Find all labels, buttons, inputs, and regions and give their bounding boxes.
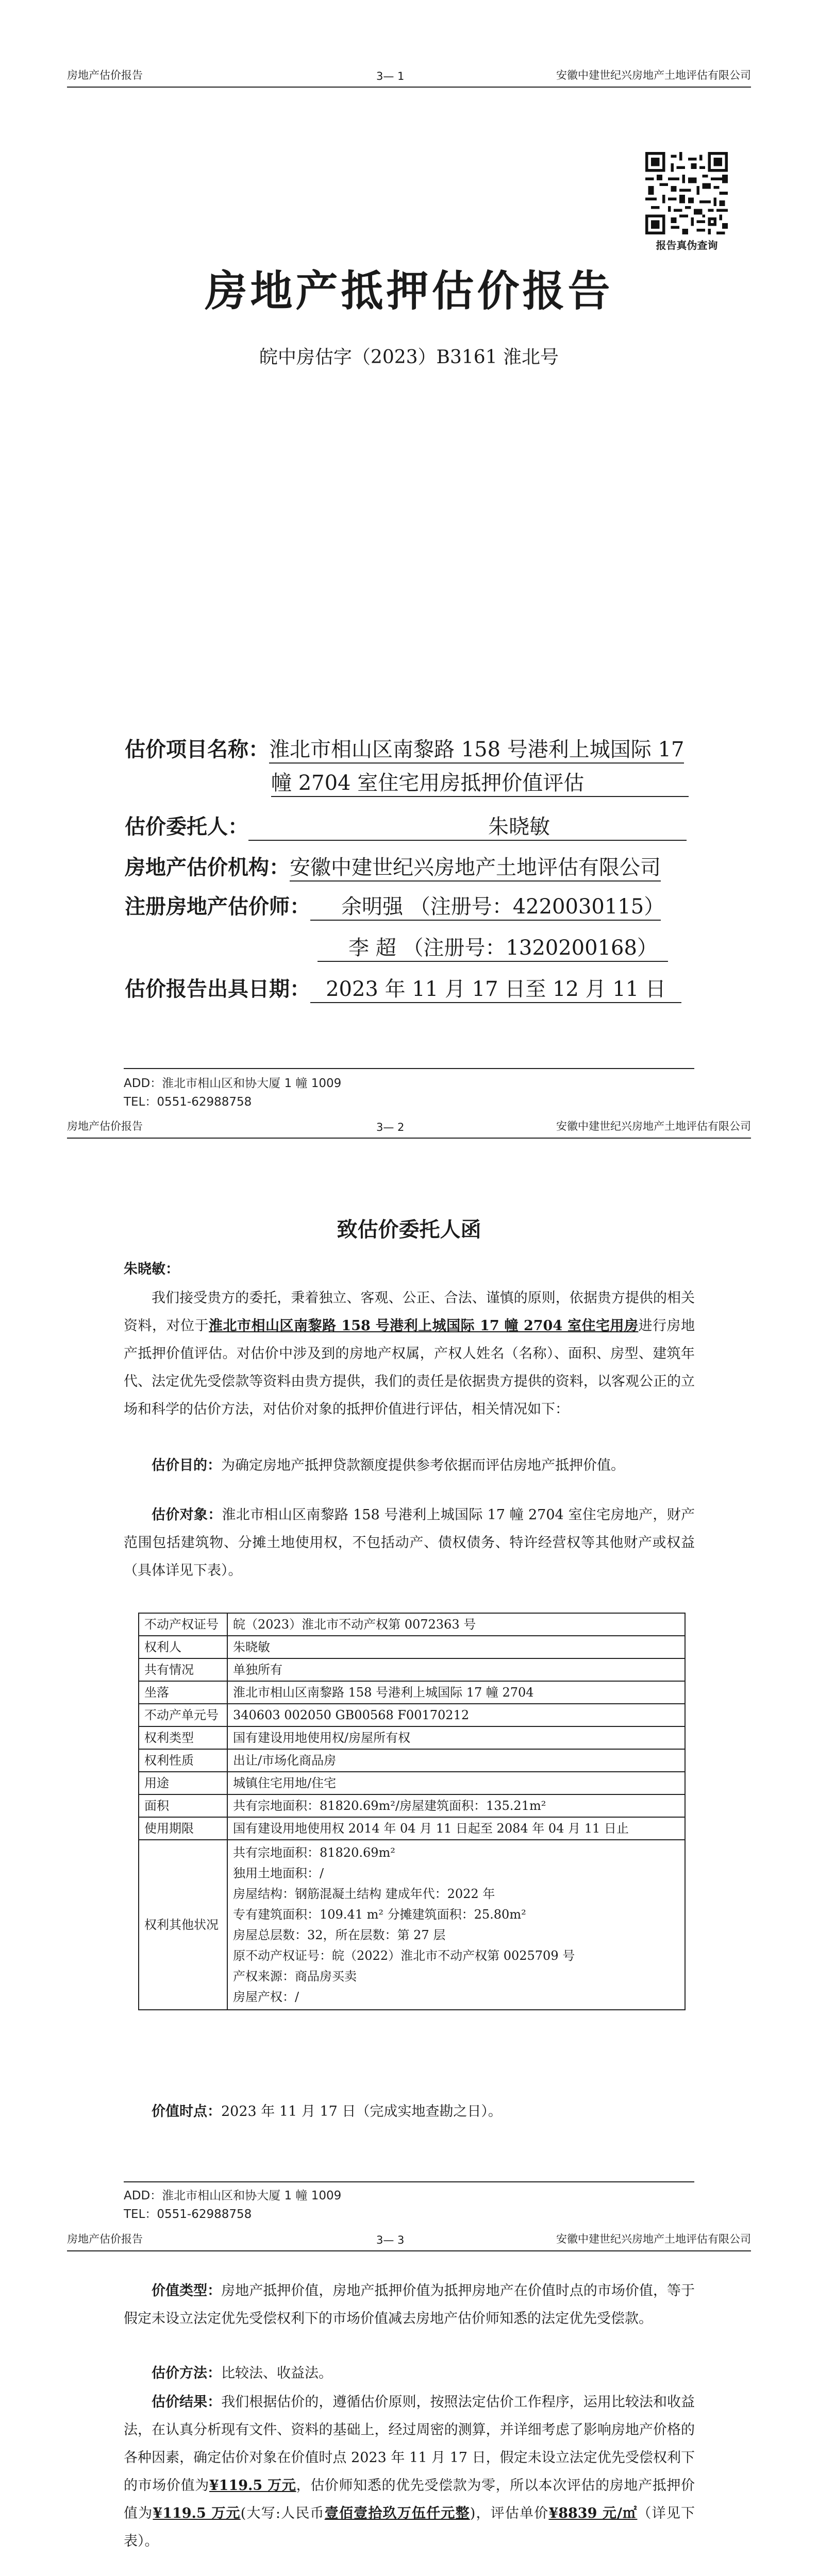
header-page-number: 3— 3 (376, 2234, 405, 2246)
purpose-text: 为确定房地产抵押贷款额度提供参考依据而评估房地产抵押价值。 (221, 1458, 625, 1473)
result-text-e: (大写:人民币 (240, 2505, 325, 2521)
agency-row (125, 851, 661, 882)
row-value: 单独所有 (227, 1658, 685, 1681)
qr-code-icon[interactable] (645, 152, 728, 234)
addressee: 朱晓敏： (124, 1261, 179, 1277)
row-key: 使用期限 (139, 1817, 227, 1840)
result-upper-amount: 壹佰壹拾玖万伍仟元整 (324, 2505, 470, 2521)
result-unit-price: ¥8839 元/㎡ (548, 2505, 638, 2521)
table-row (139, 1704, 685, 1726)
table-row (139, 1613, 685, 1636)
method-text: 比较法、收益法。 (221, 2365, 332, 2381)
appraiser-row-2 (318, 931, 668, 962)
result-text-c: ，估价师知悉的优先受偿款为零，所以本次评估的房地产抵押价值为 (124, 2478, 695, 2521)
list-item: 产权来源：商品房买卖 (233, 1969, 357, 1984)
purpose-label: 估价目的： (152, 1458, 221, 1473)
table-row (139, 1840, 685, 2010)
row-value: 国有建设用地使用权/房屋所有权 (227, 1726, 685, 1749)
list-item: 专有建筑面积：109.41 m² 分摊建筑面积：25.80m² (233, 1907, 526, 1922)
result-text-a: 我们根据估价的，遵循估价原则，按照法定估价工作程序，运用比较法和收益法，在认真分析现有文件、资料的基础上，经过周密的测算，并详细考虑了影响房地产价格的各种因素，确定估价对象在价值时点 2023 年 11 月 17 日，假定未设立法定优先受偿权利下的市场价值为 (124, 2394, 695, 2494)
footer-address: ADD：淮北市相山区和协大厦 1 幢 1009 (124, 1077, 342, 1090)
page-header (67, 2231, 751, 2251)
appraiser-label: 注册房地产估价师： (125, 894, 310, 919)
report-title: 房地产抵押估价报告 (205, 266, 613, 316)
client-label: 估价委托人： (125, 815, 248, 839)
footer (124, 1074, 341, 1111)
row-key: 坐落 (139, 1681, 227, 1704)
date-value: 2023 年 11 月 17 日至 12 月 11 日 (310, 973, 681, 1003)
list-item: 独用土地面积：/ (233, 1866, 324, 1880)
table-row (139, 1726, 685, 1749)
intro-address: 淮北市相山区南黎路 158 号港利上城国际 17 幢 2704 室住宅用房 (209, 1318, 639, 1334)
result-paragraph (124, 2388, 695, 2555)
table-row (139, 1794, 685, 1817)
project-name-value-1: 淮北市相山区南黎路 158 号港利上城国际 17 (269, 733, 684, 764)
list-item: 共有宗地面积：81820.69m² (233, 1845, 395, 1860)
row-value: 出让/市场化商品房 (227, 1749, 685, 1772)
table-row (139, 1772, 685, 1794)
page-header (67, 1118, 751, 1139)
row-value: 340603 002050 GB00568 F00170212 (227, 1704, 685, 1726)
row-value: 城镇住宅用地/住宅 (227, 1772, 685, 1794)
project-name-value-2: 幢 2704 室住宅用房抵押价值评估 (271, 767, 689, 797)
row-key: 权利性质 (139, 1749, 227, 1772)
property-table (138, 1613, 686, 2010)
object-paragraph (124, 1501, 695, 1585)
row-value: 淮北市相山区南黎路 158 号港利上城国际 17 幢 2704 (227, 1681, 685, 1704)
intro-paragraph (124, 1284, 695, 1423)
result-label: 估价结果： (152, 2394, 222, 2410)
project-name-row (125, 733, 684, 764)
row-key: 用途 (139, 1772, 227, 1794)
other-rights-list (227, 1840, 685, 2010)
date-row (125, 973, 681, 1003)
result-mortgage-value: ¥119.5 万元 (153, 2505, 241, 2521)
value-date-text: 2023 年 11 月 17 日（完成实地查勘之日）。 (221, 2104, 502, 2120)
result-text-g: )，评估单价 (470, 2505, 549, 2521)
row-key: 不动产权证号 (139, 1613, 227, 1636)
purpose-paragraph (124, 1452, 695, 1480)
client-row (125, 810, 687, 841)
row-value: 皖（2023）淮北市不动产权第 0072363 号 (227, 1613, 685, 1636)
appraiser-2: 李 超 （注册号：1320200168） (318, 931, 668, 962)
header-company: 安徽中建世纪兴房地产土地评估有限公司 (556, 69, 751, 81)
row-value: 国有建设用地使用权 2014 年 04 月 11 日起至 2084 年 04 月 11 日止 (227, 1817, 685, 1840)
list-item: 房屋产权：/ (233, 1990, 299, 2004)
table-row (139, 1817, 685, 1840)
intro-text-a: 我们接受贵方的委托，秉着独立、客观、公正、合法、谨慎的原则，依据贵方提供的相关资料，对位于 (124, 1290, 695, 1334)
row-key: 不动产单元号 (139, 1704, 227, 1726)
header-company: 安徽中建世纪兴房地产土地评估有限公司 (556, 1120, 751, 1132)
table-row (139, 1749, 685, 1772)
footer-divider (124, 2181, 694, 2182)
footer-address: ADD：淮北市相山区和协大厦 1 幢 1009 (124, 2189, 342, 2202)
value-date-label: 价值时点： (152, 2104, 221, 2120)
row-key: 面积 (139, 1794, 227, 1817)
object-text: 淮北市相山区南黎路 158 号港利上城国际 17 幢 2704 室住宅房地产，财产范围包括建筑物、分摊土地使用权，不包括动产、债权债务、特许经营权等其他财产或权益（具体详见下表）。 (124, 1507, 695, 1579)
letter-title: 致估价委托人函 (337, 1217, 481, 1242)
report-number: 皖中房估字（2023）B3161 淮北号 (259, 347, 559, 368)
header-page-number: 3— 1 (376, 70, 405, 82)
value-date-paragraph (124, 2098, 695, 2126)
row-value: 朱晓敏 (227, 1636, 685, 1658)
footer-divider (124, 1068, 694, 1069)
value-type-label: 价值类型： (152, 2283, 222, 2299)
client-value: 朱晓敏 (248, 810, 687, 841)
header-company: 安徽中建世纪兴房地产土地评估有限公司 (556, 2233, 751, 2245)
value-type-text: 房地产抵押价值，房地产抵押价值为抵押房地产在价值时点的市场价值，等于假定未设立法定优先受偿权利下的市场价值减去房地产估价师知悉的法定优先受偿款。 (124, 2283, 695, 2327)
list-item: 房屋总层数：32，所在层数：第 27 层 (233, 1928, 446, 1942)
project-name-row-2 (271, 767, 689, 797)
result-market-value: ¥119.5 万元 (209, 2478, 296, 2494)
row-value: 共有宗地面积：81820.69m²/房屋建筑面积：135.21m² (227, 1794, 685, 1817)
project-name-label: 估价项目名称： (125, 737, 269, 761)
row-key: 权利类型 (139, 1726, 227, 1749)
list-item: 房屋结构：钢筋混凝土结构 建成年代：2022 年 (233, 1887, 495, 1901)
appraiser-1: 余明强 （注册号：4220030115） (310, 890, 661, 921)
header-page-number: 3— 2 (376, 1121, 405, 1133)
cover-page (0, 0, 818, 1109)
value-type-paragraph (124, 2277, 695, 2333)
agency-label: 房地产估价机构： (125, 855, 290, 879)
date-label: 估价报告出具日期： (125, 977, 310, 1001)
method-label: 估价方法： (152, 2365, 221, 2381)
agency-value: 安徽中建世纪兴房地产土地评估有限公司 (290, 851, 661, 882)
table-row (139, 1658, 685, 1681)
table-row (139, 1681, 685, 1704)
header-left: 房地产估价报告 (67, 1120, 143, 1132)
intro-text-c: 进行房地产抵押价值评估。对估价中涉及到的房地产权属，产权人姓名（名称）、面积、房型、建筑年代、法定优先受偿款等资料由贵方提供，我们的责任是依据贵方提供的资料，以客观公正的立场和科学的估价方法，对估价对象的抵押价值进行评估，相关情况如下： (124, 1318, 695, 1417)
table-row (139, 1636, 685, 1658)
result-text-i: （详见下表）。 (124, 2505, 695, 2549)
header-left: 房地产估价报告 (67, 69, 143, 81)
row-key: 共有情况 (139, 1658, 227, 1681)
row-key: 权利人 (139, 1636, 227, 1658)
header-left: 房地产估价报告 (67, 2233, 143, 2245)
method-paragraph (124, 2360, 695, 2387)
list-item: 原不动产权证号：皖（2022）淮北市不动产权第 0025709 号 (233, 1948, 575, 1963)
appraiser-row (125, 890, 665, 921)
page-header (67, 67, 751, 88)
qr-caption: 报告真伪查询 (656, 239, 718, 251)
row-key: 权利其他状况 (139, 1840, 227, 2010)
object-label: 估价对象： (152, 1507, 222, 1523)
footer (124, 2187, 341, 2224)
footer-tel: TEL：0551-62988758 (124, 2208, 252, 2221)
footer-tel: TEL：0551-62988758 (124, 1095, 252, 1109)
